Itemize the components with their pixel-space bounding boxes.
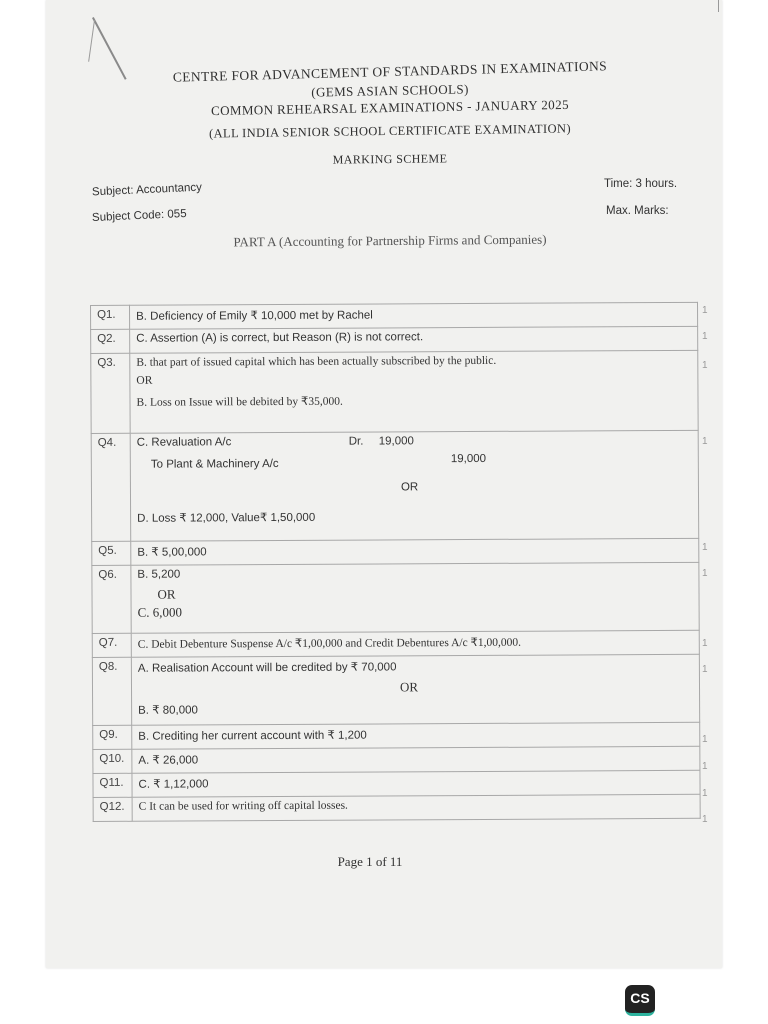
mark-value: 1 [702,360,708,371]
mark-value: 1 [702,638,708,649]
question-number: Q2. [91,329,130,353]
subject-label: Subject: Accountancy [91,181,203,199]
page-number: Page 1 of 11 [337,854,403,869]
mark-value: 1 [702,305,708,316]
question-number: Q3. [91,353,130,433]
answer-text: B. Deficiency of Emily ₹ 10,000 met by Rachel [130,302,698,329]
table-row [92,630,699,657]
question-number: Q12. [93,797,132,821]
debit-label: Dr. [348,435,364,448]
table-row [92,562,699,633]
table-row [93,746,700,773]
question-number: Q5. [92,541,131,565]
answer-text: B. 5,200 [137,568,181,581]
table-row [91,430,699,541]
mark-value: 1 [702,788,708,799]
or-label: OR [400,481,419,494]
table-row [93,770,700,797]
answer-text: B. Loss on Issue will be debited by ₹35,000. [136,395,343,409]
question-number: Q11. [93,773,132,797]
answer-table [90,302,701,822]
header-line-4: (ALL INDIA SENIOR SCHOOL CERTIFICATE EXAMINATION) [208,121,572,141]
header-line-2: (GEMS ASIAN SCHOOLS) [311,81,469,100]
credit-account: To Plant & Machinery A/c [150,458,279,471]
answer-text: B. that part of issued capital which has been actually subscribed by the public. [136,354,497,369]
max-marks-label: Max. Marks: [606,205,669,217]
answer-text: B. ₹ 80,000 [138,704,198,717]
question-number: Q9. [93,725,132,749]
or-label: OR [399,679,419,695]
part-title: PART A (Accounting for Partnership Firms and Companies) [233,231,547,250]
table-row [92,538,699,565]
mark-value: 1 [702,436,708,447]
question-number: Q8. [92,657,131,725]
edge-mark [718,0,719,12]
table-row [91,302,698,329]
answer-text: B. ₹ 5,00,000 [131,538,699,565]
answer-text: D. Loss ₹ 12,000, Value₹ 1,50,000 [137,511,316,525]
debit-amount: 19,000 [378,435,414,448]
answer-text: C. Debit Debenture Suspense A/c ₹1,00,000 and Credit Debentures A/c ₹1,00,000. [131,630,699,657]
answer-text: B. Crediting her current account with ₹ 1,200 [132,722,700,749]
mark-value: 1 [702,568,708,579]
header-line-3: COMMON REHEARSAL EXAMINATIONS - JANUARY 2025 [210,96,570,119]
header-line-5: MARKING SCHEME [332,151,448,167]
mark-value: 1 [702,331,708,342]
answer-text: C. ₹ 1,12,000 [132,770,700,797]
question-number: Q1. [91,305,130,329]
question-number: Q10. [93,749,132,773]
time-label: Time: 3 hours. [604,178,678,190]
answer-text: C. Revaluation A/c [136,436,232,449]
question-number: Q4. [91,433,131,541]
answer-text: A. Realisation Account will be credited by ₹ 70,000 [137,661,397,675]
answer-text: A. ₹ 26,000 [132,746,700,773]
answer-text: C. Assertion (A) is correct, but Reason (R) is not correct. [130,326,698,353]
table-row [93,722,700,749]
camscanner-logo: CS [625,985,655,1016]
answer-text: C. 6,000 [137,604,183,620]
answer-text: C It can be used for writing off capital losses. [132,794,700,821]
subject-code-label: Subject Code: 055 [91,207,187,225]
question-number: Q7. [92,633,131,657]
or-label: OR [157,586,176,602]
mark-value: 1 [702,542,708,553]
table-row [91,326,698,353]
mark-value: 1 [702,734,708,745]
table-row [91,350,698,433]
mark-value: 1 [702,814,708,825]
credit-amount: 19,000 [450,452,487,466]
header-line-1: CENTRE FOR ADVANCEMENT OF STANDARDS IN EXAMINATIONS [172,58,608,85]
mark-value: 1 [702,664,708,675]
question-number: Q6. [92,565,131,633]
table-row [93,794,700,821]
mark-value: 1 [702,761,708,772]
or-label: OR [136,374,153,387]
table-row [92,654,699,725]
